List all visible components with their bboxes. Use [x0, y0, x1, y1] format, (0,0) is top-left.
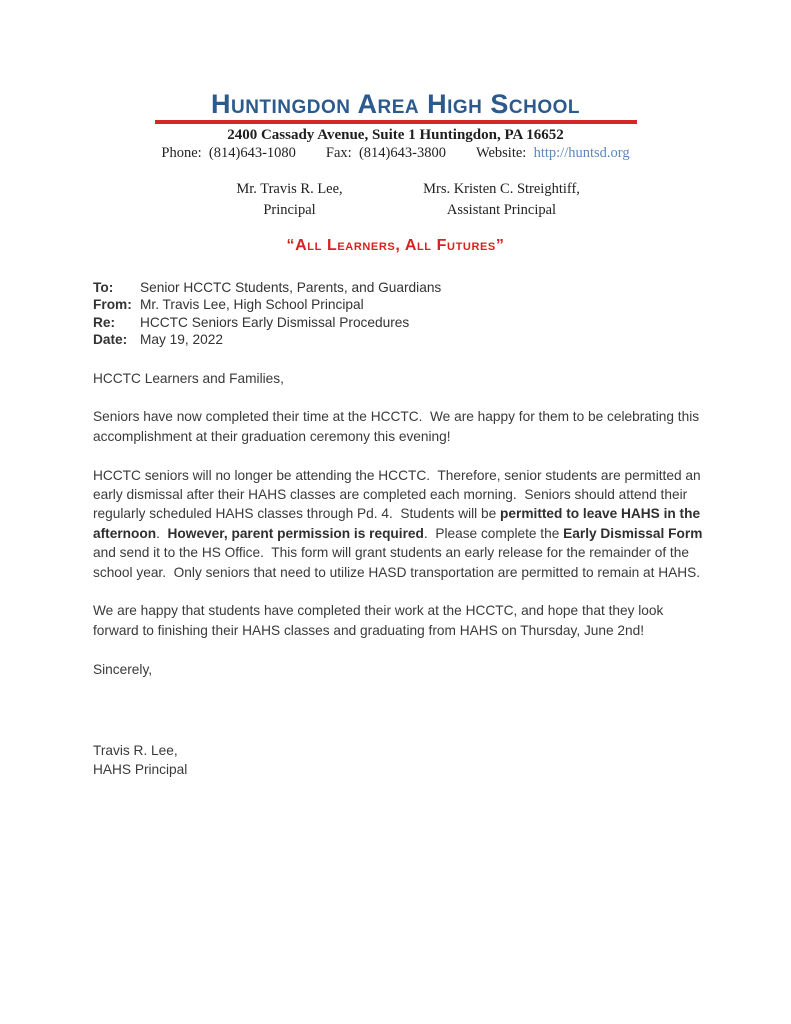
- fax-number: (814)643-3800: [358, 145, 446, 162]
- school-name: Huntingdon Area High School: [210, 89, 581, 119]
- paragraph-2-text: .: [156, 525, 168, 541]
- principals-row: [0, 179, 791, 220]
- memo-to-value: Senior HCCTC Students, Parents, and Guardians: [140, 279, 442, 295]
- memo-re-value: HCCTC Seniors Early Dismissal Procedures: [140, 314, 410, 330]
- memo-from-label: From:: [93, 297, 132, 313]
- school-address: 2400 Cassady Avenue, Suite 1 Huntingdon, PA 16652: [227, 127, 564, 144]
- letterhead: [0, 90, 791, 255]
- paragraph-3: We are happy that students have completed their work at the HCCTC, and hope that they look forward to finishing their HAHS classes and graduating from HAHS on Thursday, June 2nd!: [93, 603, 668, 638]
- paragraph-2-text: HCCTC seniors will no longer be attending the HCCTC. Therefore, senior students are permitted an early dismissal after their HAHS classes are completed each morning. Seniors should attend their regularly scheduled HAHS classes through Pd. 4. Students will be: [93, 467, 705, 522]
- memo-header: [93, 279, 705, 349]
- paragraph-2-text: . Please complete the: [423, 525, 564, 541]
- principal-name: Mr. Travis R. Lee,: [236, 181, 343, 198]
- memo-re-label: Re:: [93, 314, 116, 330]
- memo-date-label: Date:: [93, 332, 128, 348]
- principal-title: Principal: [263, 201, 316, 218]
- paragraph-2: [93, 466, 705, 582]
- header-rule: [155, 120, 637, 124]
- school-slogan: “All Learners, All Futures”: [286, 236, 505, 254]
- salutation: HCCTC Learners and Families,: [93, 370, 284, 386]
- contact-line: [0, 145, 791, 162]
- signature-name: Travis R. Lee,: [93, 743, 178, 758]
- paragraph-2-text: and send it to the HS Office. This form will grant students an early release for the remainder of the school year. Only seniors that need to utilize HASD transportation are permitted to remain at HAHS.: [93, 525, 707, 580]
- assistant-principal-name: Mrs. Kristen C. Streightiff,: [423, 181, 580, 198]
- website-link[interactable]: http://huntsd.org: [533, 145, 630, 162]
- letter-body: [93, 369, 705, 780]
- memo-from-value: Mr. Travis Lee, High School Principal: [140, 297, 364, 313]
- phone-number: (814)643-1080: [208, 145, 296, 162]
- closing: Sincerely,: [93, 661, 153, 677]
- bold-leave-hahs: permitted to leave HAHS in the afternoon: [93, 506, 704, 541]
- fax-item: [326, 145, 446, 161]
- assistant-principal-title: Assistant Principal: [446, 201, 557, 218]
- fax-label: Fax:: [325, 145, 359, 162]
- paragraph-1: Seniors have now completed their time at the HCCTC. We are happy for them to be celebrating this accomplishment at their graduation ceremony this evening!: [93, 409, 703, 444]
- principal-block: [184, 179, 396, 220]
- signature-title: HAHS Principal: [93, 762, 188, 778]
- memo-date-value: May 19, 2022: [140, 332, 223, 348]
- website-label: Website:: [475, 145, 534, 162]
- phone-item: [161, 145, 296, 161]
- bold-parent-permission: However, parent permission is required: [167, 525, 424, 541]
- phone-label: Phone:: [161, 145, 209, 162]
- website-item: [476, 145, 630, 161]
- memo-to-label: To:: [93, 279, 114, 295]
- bold-early-dismissal-form: Early Dismissal Form: [563, 525, 703, 541]
- assistant-principal-block: [396, 179, 608, 220]
